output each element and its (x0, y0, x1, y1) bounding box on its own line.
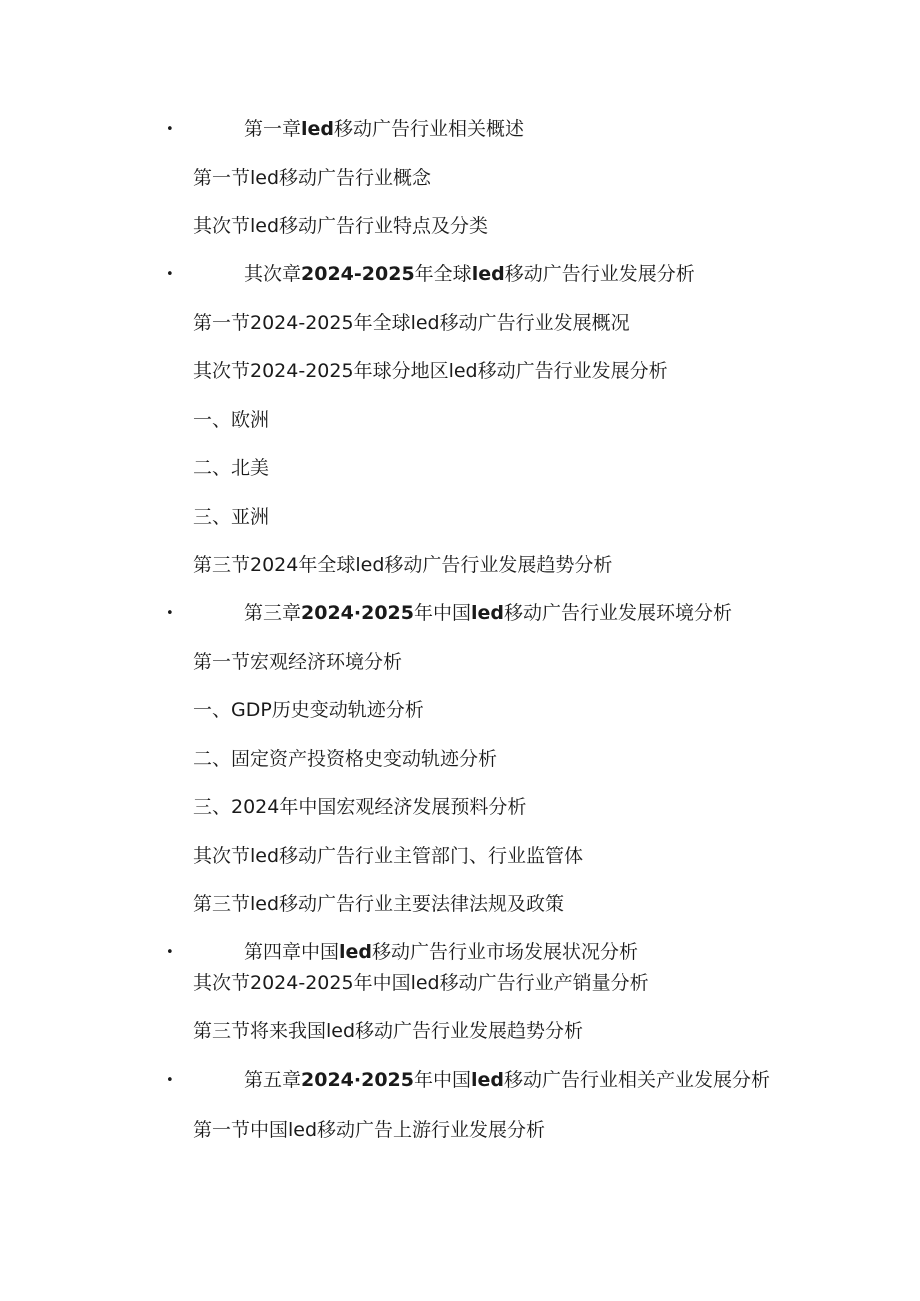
bullet-icon: • (166, 267, 174, 282)
chapter-prefix: 第四章中国 (244, 941, 340, 963)
bullet-icon: • (166, 122, 174, 137)
section-line: 二、北美 (193, 457, 270, 479)
chapter-heading (244, 601, 732, 625)
chapter-prefix: 第一章 (244, 118, 302, 140)
chapter-bold-text: 2024·2025 (301, 1069, 414, 1091)
chapter-title: 年中国 (414, 602, 472, 624)
chapter-title: 年全球 (414, 263, 472, 285)
section-line: 第三节将来我国led移动广告行业发展趋势分析 (193, 1020, 584, 1042)
chapter-prefix: 第五章 (244, 1069, 302, 1091)
chapter-heading (244, 262, 695, 286)
chapter-bold-text: led (471, 1069, 505, 1091)
chapter-title: 移动广告行业相关产业发展分析 (504, 1069, 771, 1091)
chapter-bold-text: led (339, 941, 373, 963)
chapter-bold-text: 2024-2025 (301, 263, 415, 285)
section-line: 其次节2024-2025年球分地区led移动广告行业发展分析 (193, 360, 668, 382)
chapter-title: 移动广告行业相关概述 (334, 118, 525, 140)
chapter-bold-text: led (301, 118, 335, 140)
section-line: 第一节中国led移动广告上游行业发展分析 (193, 1119, 546, 1141)
chapter-title: 年中国 (414, 1069, 472, 1091)
section-line: 第一节宏观经济环境分析 (193, 651, 403, 673)
chapter-heading (244, 1068, 770, 1092)
section-line: 第三节led移动广告行业主要法律法规及政策 (193, 893, 565, 915)
chapter-title: 移动广告行业发展分析 (504, 263, 695, 285)
section-line: 一、GDP历史变动轨迹分析 (193, 699, 424, 721)
bullet-icon: • (166, 945, 174, 960)
chapter-prefix: 其次章 (244, 263, 302, 285)
section-line: 其次节2024-2025年中国led移动广告行业产销量分析 (193, 972, 649, 994)
chapter-heading (244, 940, 638, 964)
section-line: 第一节led移动广告行业概念 (193, 167, 432, 189)
section-line: 三、2024年中国宏观经济发展预料分析 (193, 796, 527, 818)
chapter-title: 移动广告行业发展环境分析 (504, 602, 733, 624)
bullet-icon: • (166, 606, 174, 621)
bullet-icon: • (166, 1073, 174, 1088)
chapter-prefix: 第三章 (244, 602, 302, 624)
section-line: 三、亚洲 (193, 506, 270, 528)
section-line: 第一节2024-2025年全球led移动广告行业发展概况 (193, 312, 630, 334)
chapter-bold-text: led (471, 263, 505, 285)
section-line: 一、欧洲 (193, 409, 270, 431)
section-line: 二、固定资产投资格史变动轨迹分析 (193, 748, 498, 770)
section-line: 其次节led移动广告行业主管部门、行业监管体 (193, 845, 584, 867)
section-line: 第三节2024年全球led移动广告行业发展趋势分析 (193, 554, 613, 576)
chapter-bold-text: led (471, 602, 505, 624)
chapter-bold-text: 2024·2025 (301, 602, 414, 624)
chapter-title: 移动广告行业市场发展状况分析 (372, 941, 639, 963)
chapter-heading (244, 117, 524, 141)
section-line: 其次节led移动广告行业特点及分类 (193, 215, 489, 237)
